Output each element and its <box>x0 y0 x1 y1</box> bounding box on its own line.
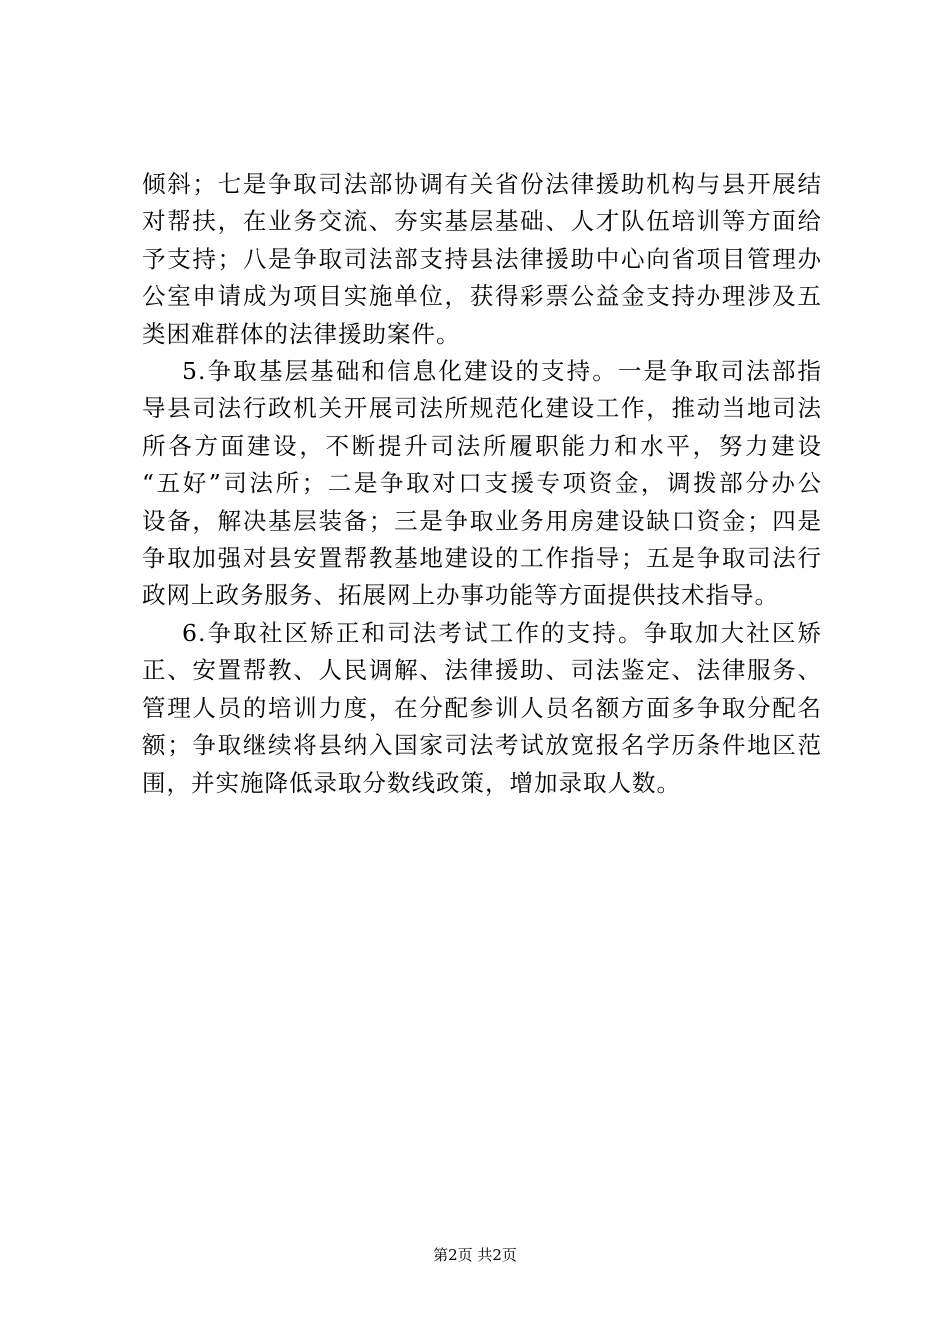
paragraph-continuation <box>142 166 822 353</box>
text-line: 正、安置帮教、人民调解、法律援助、司法鉴定、法律服务、 <box>142 656 822 685</box>
paragraph-section-6 <box>142 615 822 802</box>
text-line: 类困难群体的法律援助案件。 <box>142 319 461 348</box>
text-line: 管理人员的培训力度，在分配参训人员名额方面多争取分配名 <box>142 693 822 722</box>
text-line: 倾斜；七是争取司法部协调有关省份法律援助机构与县开展结 <box>142 170 822 198</box>
text-line: 对帮扶，在业务交流、夯实基层基础、人才队伍培训等方面给 <box>142 207 822 236</box>
text-line: 5.争取基层基础和信息化建设的支持。一是争取司法部指 <box>182 357 822 386</box>
text-line: 导县司法行政机关开展司法所规范化建设工作，推动当地司法 <box>142 394 822 423</box>
text-line: 所各方面建设，不断提升司法所履职能力和水平，努力建设 <box>142 431 822 460</box>
text-line: 设备，解决基层装备；三是争取业务用房建设缺口资金；四是 <box>142 506 822 535</box>
text-line: 政网上政务服务、拓展网上办事功能等方面提供技术指导。 <box>142 581 779 610</box>
text-line: 争取加强对县安置帮教基地建设的工作指导；五是争取司法行 <box>142 544 822 573</box>
text-line: 公室申请成为项目实施单位，获得彩票公益金支持办理涉及五 <box>142 282 822 311</box>
paragraph-section-5 <box>142 353 822 615</box>
text-line: “五好”司法所；二是争取对口支援专项资金，调拨部分办公 <box>142 469 822 498</box>
text-line: 围，并实施降低录取分数线政策，增加录取人数。 <box>142 768 681 797</box>
text-line: 予支持；八是争取司法部支持县法律援助中心向省项目管理办 <box>142 244 822 273</box>
document-body <box>142 166 822 802</box>
text-line: 6.争取社区矫正和司法考试工作的支持。争取加大社区矫 <box>182 618 822 647</box>
page-number-footer: 第2页 共2页 <box>433 1246 517 1264</box>
text-line: 额；争取继续将县纳入国家司法考试放宽报名学历条件地区范 <box>142 731 822 760</box>
